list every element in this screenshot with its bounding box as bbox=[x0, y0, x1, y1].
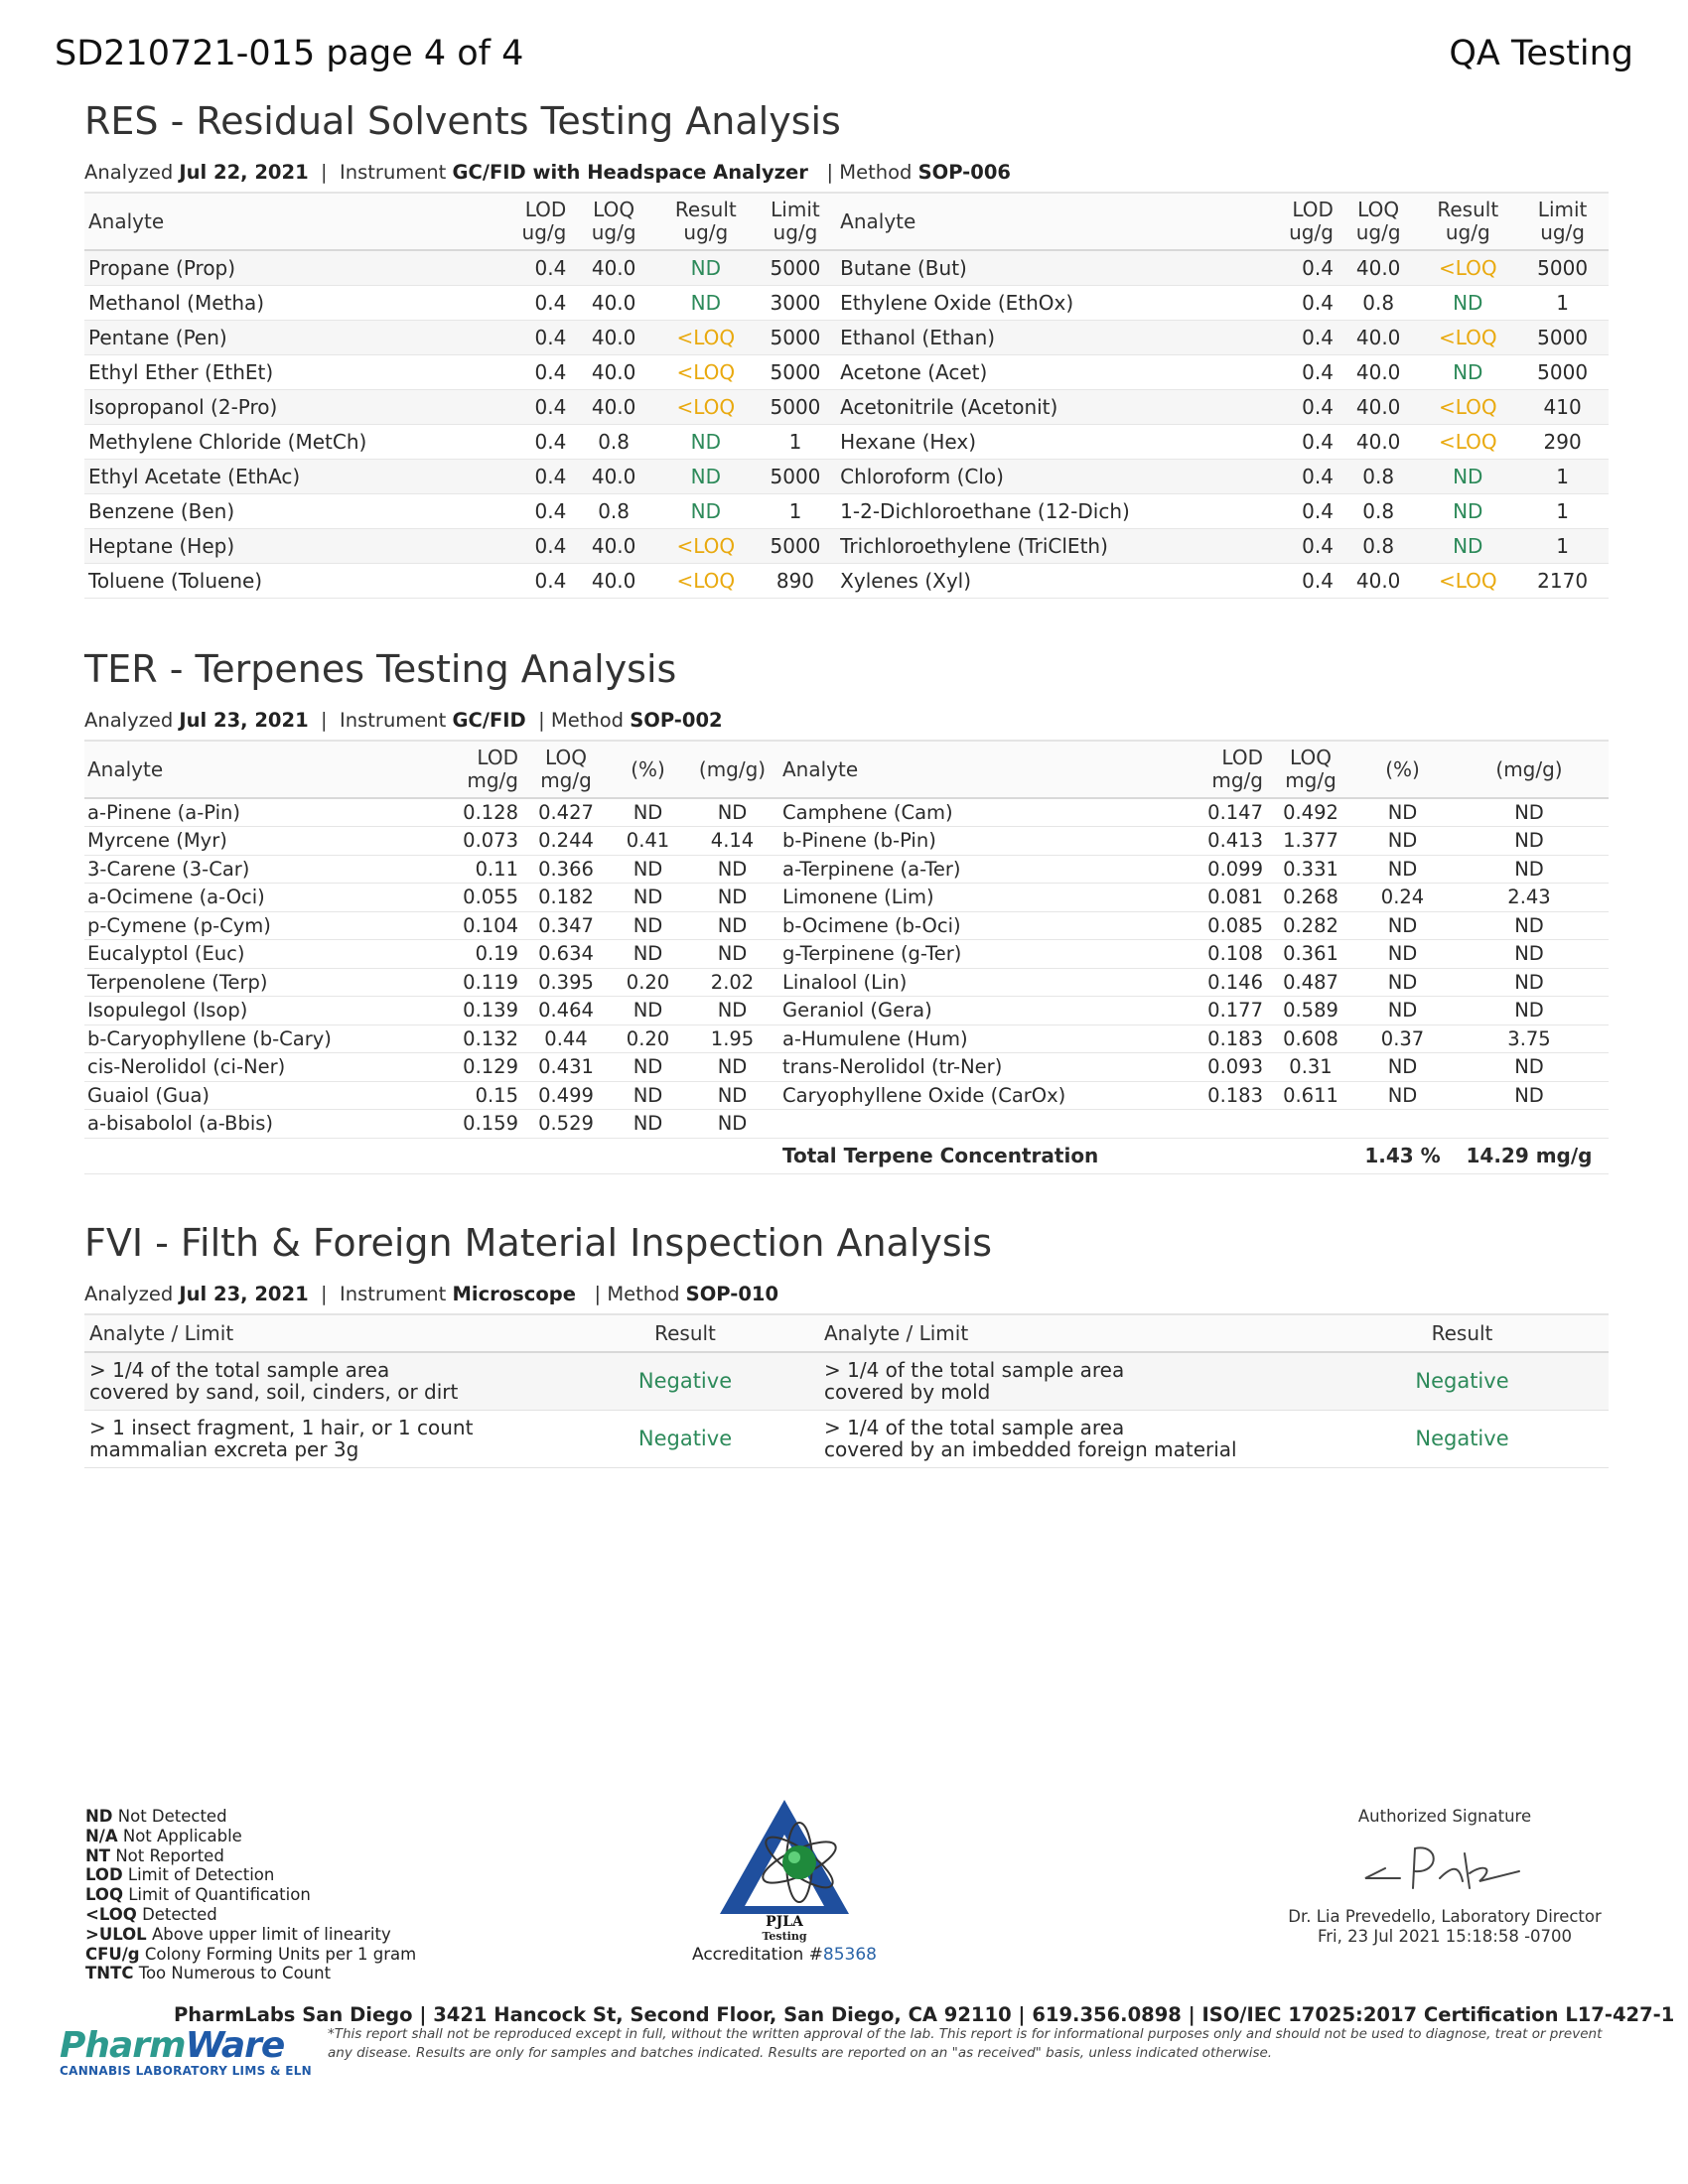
limit-value: 1 bbox=[755, 424, 836, 459]
analyte-limit: > 1 insect fragment, 1 hair, or 1 count mammalian excreta per 3g bbox=[89, 1416, 474, 1461]
mgg-value: 4.14 bbox=[710, 829, 755, 853]
percent-value: ND bbox=[633, 942, 663, 966]
lod-value bbox=[1177, 1110, 1266, 1139]
mgg-value: ND bbox=[717, 886, 748, 909]
res-section bbox=[84, 99, 1609, 599]
analyte-name: a-Terpinene (a-Ter) bbox=[782, 857, 961, 881]
ter-header-row: Analyte LOD mg/g LOQ mg/g (%) (mg/g) Analyte LOD mg/g LOQ mg/g (%) (mg/g) bbox=[84, 741, 1609, 798]
result-value: <LOQ bbox=[1419, 389, 1516, 424]
lod-value: 0.139 bbox=[463, 999, 518, 1023]
loq-value: 40.0 bbox=[1337, 389, 1419, 424]
analyte-name: Chloroform (Clo) bbox=[836, 459, 1245, 493]
mgg-value: ND bbox=[717, 1083, 748, 1107]
fvi-table bbox=[84, 1313, 1609, 1468]
limit-value: 1 bbox=[755, 493, 836, 528]
mgg-value: ND bbox=[1514, 829, 1544, 853]
loq-value: 0.268 bbox=[1283, 886, 1338, 909]
lod-value: 0.413 bbox=[1207, 829, 1263, 853]
res-row bbox=[84, 528, 1609, 563]
legend-item: CFU/g Colony Forming Units per 1 gram bbox=[85, 1944, 417, 1964]
lod-value: 0.147 bbox=[1207, 801, 1263, 824]
lod-value: 0.104 bbox=[463, 913, 518, 937]
percent-value: ND bbox=[633, 886, 663, 909]
analyte-limit: > 1/4 of the total sample area covered by mold bbox=[819, 1352, 1316, 1410]
loq-value: 40.0 bbox=[570, 250, 657, 285]
fvi-title: FVI - Filth & Foreign Material Inspection Analysis bbox=[84, 1221, 993, 1265]
ter-row bbox=[84, 968, 1609, 997]
loq-value bbox=[1266, 1110, 1355, 1139]
mgg-value: ND bbox=[717, 801, 748, 824]
loq-value: 0.608 bbox=[1283, 1026, 1338, 1050]
limit-value: 5000 bbox=[755, 354, 836, 389]
lab-address: PharmLabs San Diego | 3421 Hancock St, Second Floor, San Diego, CA 92110 | 619.356.0898 | ISO/IEC 17025:2017 Certification L17-427-1 bbox=[174, 2003, 1675, 2026]
percent-value: ND bbox=[1387, 999, 1418, 1023]
loq-value: 0.361 bbox=[1283, 942, 1338, 966]
loq-value: 40.0 bbox=[1337, 424, 1419, 459]
mgg-value: ND bbox=[1514, 942, 1544, 966]
loq-value: 0.44 bbox=[544, 1026, 588, 1050]
analyte-name: a-Humulene (Hum) bbox=[782, 1026, 968, 1050]
result-value: Negative bbox=[637, 1427, 733, 1450]
lod-value: 0.19 bbox=[475, 942, 518, 966]
mgg-value: ND bbox=[1514, 1055, 1544, 1079]
lod-value: 0.055 bbox=[463, 886, 518, 909]
loq-value: 0.8 bbox=[1337, 493, 1419, 528]
result-value: <LOQ bbox=[657, 563, 755, 598]
lod-value: 0.4 bbox=[1245, 320, 1337, 354]
res-row bbox=[84, 459, 1609, 493]
analyte-name: Xylenes (Xyl) bbox=[836, 563, 1245, 598]
analyte-name: a-bisabolol (a-Bbis) bbox=[87, 1112, 274, 1136]
analyte-name: Ethylene Oxide (EthOx) bbox=[836, 285, 1245, 320]
mgg-value: 3.75 bbox=[1507, 1026, 1551, 1050]
fvi-row bbox=[84, 1410, 1609, 1467]
limit-value: 1 bbox=[1516, 528, 1609, 563]
lod-value: 0.4 bbox=[489, 424, 570, 459]
percent-value: 0.37 bbox=[1380, 1026, 1425, 1050]
analyte-name: 3-Carene (3-Car) bbox=[87, 857, 250, 881]
analyte-name: Heptane (Hep) bbox=[84, 528, 489, 563]
mgg-value: ND bbox=[717, 857, 748, 881]
limit-value: 5000 bbox=[755, 389, 836, 424]
mgg-value: ND bbox=[1514, 857, 1544, 881]
mgg-value: ND bbox=[1514, 1083, 1544, 1107]
signature-label: Authorized Signature bbox=[1357, 1807, 1532, 1826]
limit-value: 3000 bbox=[755, 285, 836, 320]
lod-value: 0.15 bbox=[475, 1083, 518, 1107]
limit-value: 890 bbox=[755, 563, 836, 598]
analyte-name: Limonene (Lim) bbox=[782, 886, 934, 909]
analyte-name: b-Pinene (b-Pin) bbox=[782, 829, 936, 853]
lod-value: 0.4 bbox=[489, 459, 570, 493]
ter-row bbox=[84, 884, 1609, 912]
loq-value: 40.0 bbox=[1337, 320, 1419, 354]
report-id: SD210721-015 page 4 of 4 bbox=[55, 34, 524, 73]
lod-value: 0.4 bbox=[1245, 250, 1337, 285]
percent-value: ND bbox=[1387, 801, 1418, 824]
fvi-row bbox=[84, 1352, 1609, 1410]
fvi-meta: Analyzed Jul 23, 2021 | Instrument Microscope | Method SOP-010 bbox=[84, 1283, 779, 1305]
analyte-name: b-Caryophyllene (b-Cary) bbox=[87, 1026, 332, 1050]
limit-value: 5000 bbox=[1516, 320, 1609, 354]
loq-value: 0.529 bbox=[538, 1112, 594, 1136]
res-row bbox=[84, 389, 1609, 424]
legend-item: ND Not Detected bbox=[85, 1807, 227, 1826]
res-row bbox=[84, 563, 1609, 598]
mgg-value: ND bbox=[1514, 970, 1544, 994]
lod-value: 0.132 bbox=[463, 1026, 518, 1050]
result-value: Negative bbox=[1415, 1427, 1509, 1450]
percent-value: 0.24 bbox=[1380, 886, 1425, 909]
result-value: Negative bbox=[551, 1352, 819, 1410]
mgg-value: ND bbox=[1514, 999, 1544, 1023]
limit-value: 410 bbox=[1516, 389, 1609, 424]
analyte-name: g-Terpinene (g-Ter) bbox=[782, 942, 962, 966]
limit-value: 2170 bbox=[1516, 563, 1609, 598]
ter-row bbox=[84, 1053, 1609, 1082]
loq-value: 40.0 bbox=[570, 320, 657, 354]
loq-value: 40.0 bbox=[570, 563, 657, 598]
percent-value: ND bbox=[633, 801, 663, 824]
percent-value: ND bbox=[633, 913, 663, 937]
loq-value: 40.0 bbox=[1337, 354, 1419, 389]
lod-value: 0.129 bbox=[463, 1055, 518, 1079]
percent-value: ND bbox=[633, 1112, 663, 1136]
lod-value: 0.4 bbox=[1245, 563, 1337, 598]
result-value: ND bbox=[1419, 493, 1516, 528]
analyte-name: Caryophyllene Oxide (CarOx) bbox=[782, 1083, 1066, 1107]
result-value: <LOQ bbox=[657, 389, 755, 424]
ter-row bbox=[84, 1081, 1609, 1110]
analyte-name: Acetonitrile (Acetonit) bbox=[836, 389, 1245, 424]
percent-value: ND bbox=[1387, 970, 1418, 994]
legend-item: <LOQ Detected bbox=[85, 1904, 217, 1924]
pharmware-logo: PharmWare CANNABIS LABORATORY LIMS & ELN bbox=[60, 2025, 313, 2078]
analyte-name: 1-2-Dichloroethane (12-Dich) bbox=[836, 493, 1245, 528]
result-value: ND bbox=[1419, 528, 1516, 563]
result-value: ND bbox=[657, 459, 755, 493]
lod-value: 0.183 bbox=[1207, 1026, 1263, 1050]
res-row bbox=[84, 424, 1609, 459]
loq-value: 0.31 bbox=[1289, 1055, 1333, 1079]
lod-value: 0.081 bbox=[1207, 886, 1263, 909]
loq-value: 0.8 bbox=[570, 424, 657, 459]
loq-value: 0.8 bbox=[1337, 528, 1419, 563]
lod-value: 0.128 bbox=[463, 801, 518, 824]
percent-value: ND bbox=[1387, 1055, 1418, 1079]
ter-row bbox=[84, 1110, 1609, 1139]
analyte-name: p-Cymene (p-Cym) bbox=[87, 913, 271, 937]
lod-value: 0.119 bbox=[463, 970, 518, 994]
mgg-value: ND bbox=[1514, 913, 1544, 937]
mgg-value: ND bbox=[717, 942, 748, 966]
limit-value: 5000 bbox=[755, 459, 836, 493]
mgg-value: ND bbox=[1514, 801, 1544, 824]
lod-value: 0.4 bbox=[1245, 459, 1337, 493]
result-value: <LOQ bbox=[657, 320, 755, 354]
lod-value: 0.183 bbox=[1207, 1083, 1263, 1107]
ter-section bbox=[84, 647, 1609, 1174]
client-name: QA Testing bbox=[1449, 34, 1633, 73]
loq-value: 1.377 bbox=[1283, 829, 1338, 853]
percent-value: ND bbox=[633, 999, 663, 1023]
lod-value: 0.4 bbox=[489, 563, 570, 598]
lod-value: 0.4 bbox=[489, 354, 570, 389]
mgg-value: ND bbox=[717, 913, 748, 937]
mgg-value: ND bbox=[717, 1055, 748, 1079]
analyte-name: Geraniol (Gera) bbox=[782, 999, 932, 1023]
loq-value: 40.0 bbox=[1337, 563, 1419, 598]
legend-item: >ULOL Above upper limit of linearity bbox=[85, 1924, 391, 1944]
lod-value: 0.4 bbox=[1245, 354, 1337, 389]
analyte-name: Methylene Chloride (MetCh) bbox=[84, 424, 489, 459]
percent-value: 0.20 bbox=[626, 970, 670, 994]
loq-value: 0.366 bbox=[538, 857, 594, 881]
limit-value: 5000 bbox=[755, 250, 836, 285]
fvi-section bbox=[84, 1221, 1609, 1468]
lod-value: 0.146 bbox=[1207, 970, 1263, 994]
loq-value: 0.331 bbox=[1283, 857, 1338, 881]
analyte-name: b-Ocimene (b-Oci) bbox=[782, 913, 961, 937]
loq-value: 0.8 bbox=[570, 493, 657, 528]
loq-value: 40.0 bbox=[570, 459, 657, 493]
pjla-sub: Testing bbox=[762, 1930, 807, 1943]
loq-value: 0.427 bbox=[538, 801, 594, 824]
loq-value: 0.182 bbox=[538, 886, 594, 909]
mgg-value: 1.95 bbox=[710, 1026, 755, 1050]
analyte-name: Ethanol (Ethan) bbox=[836, 320, 1245, 354]
lod-value: 0.099 bbox=[1207, 857, 1263, 881]
pjla-accreditation bbox=[685, 1795, 884, 1965]
limit-value: 5000 bbox=[755, 320, 836, 354]
res-title: RES - Residual Solvents Testing Analysis bbox=[84, 99, 841, 143]
ter-table bbox=[84, 740, 1609, 1174]
analyte-name: trans-Nerolidol (tr-Ner) bbox=[782, 1055, 1003, 1079]
result-value: <LOQ bbox=[1419, 320, 1516, 354]
analyte-name: Terpenolene (Terp) bbox=[87, 970, 268, 994]
mgg-value: 2.43 bbox=[1507, 886, 1551, 909]
res-row bbox=[84, 354, 1609, 389]
lod-value: 0.4 bbox=[1245, 389, 1337, 424]
disclaimer: *This report shall not be reproduced except in full, without the written approval of the lab. This report is for informational purposes only and should not be used to diagnose, treat or prevent any disease. Results are only for samples and batches indicated. Results are reported on an "as received" basis, unless indicated otherwise. bbox=[328, 2026, 1603, 2061]
accreditation-number: Accreditation #85368 bbox=[691, 1945, 877, 1965]
result-value: <LOQ bbox=[657, 354, 755, 389]
analyte-name: Isopulegol (Isop) bbox=[87, 999, 248, 1023]
loq-value: 0.431 bbox=[538, 1055, 594, 1079]
abbreviation-legend bbox=[85, 1807, 416, 1983]
loq-value: 0.395 bbox=[538, 970, 594, 994]
limit-value: 5000 bbox=[755, 528, 836, 563]
res-row bbox=[84, 493, 1609, 528]
analyte-name: Propane (Prop) bbox=[84, 250, 489, 285]
analyte-name: Hexane (Hex) bbox=[836, 424, 1245, 459]
loq-value: 0.347 bbox=[538, 913, 594, 937]
analyte-name bbox=[779, 1110, 1177, 1139]
loq-value: 0.634 bbox=[538, 942, 594, 966]
analyte-name: Benzene (Ben) bbox=[84, 493, 489, 528]
total-percent: 1.43 % bbox=[1364, 1144, 1441, 1167]
loq-value: 0.499 bbox=[538, 1083, 594, 1107]
analyte-name: Isopropanol (2-Pro) bbox=[84, 389, 489, 424]
loq-value: 40.0 bbox=[570, 389, 657, 424]
ter-row bbox=[84, 997, 1609, 1025]
result-value: ND bbox=[657, 285, 755, 320]
loq-value: 40.0 bbox=[570, 285, 657, 320]
result-value: <LOQ bbox=[1419, 563, 1516, 598]
analyte-name: cis-Nerolidol (ci-Ner) bbox=[87, 1055, 286, 1079]
legend-item: LOQ Limit of Quantification bbox=[85, 1885, 311, 1905]
mgg-value: ND bbox=[717, 1112, 748, 1136]
lod-value: 0.073 bbox=[463, 829, 518, 853]
limit-value: 290 bbox=[1516, 424, 1609, 459]
lod-value: 0.4 bbox=[1245, 285, 1337, 320]
lod-value: 0.4 bbox=[1245, 424, 1337, 459]
res-row bbox=[84, 320, 1609, 354]
result-value: ND bbox=[1419, 459, 1516, 493]
result-value: ND bbox=[657, 250, 755, 285]
limit-value: 5000 bbox=[1516, 354, 1609, 389]
percent-value bbox=[1355, 1110, 1450, 1139]
result-value: ND bbox=[1419, 354, 1516, 389]
lod-value: 0.4 bbox=[489, 250, 570, 285]
lod-value: 0.108 bbox=[1207, 942, 1263, 966]
analyte-name: a-Pinene (a-Pin) bbox=[87, 801, 240, 824]
legend-item: TNTC Too Numerous to Count bbox=[85, 1964, 332, 1983]
ter-row bbox=[84, 798, 1609, 827]
svg-text:PJLA: PJLA bbox=[766, 1914, 803, 1930]
result-value: <LOQ bbox=[657, 528, 755, 563]
limit-value: 1 bbox=[1516, 285, 1609, 320]
limit-value: 5000 bbox=[1516, 250, 1609, 285]
loq-value: 0.8 bbox=[1337, 459, 1419, 493]
limit-value: 1 bbox=[1516, 493, 1609, 528]
ter-total-row bbox=[84, 1138, 1609, 1173]
legend-item: N/A Not Applicable bbox=[85, 1826, 242, 1845]
analyte-name: Trichloroethylene (TriClEth) bbox=[836, 528, 1245, 563]
analyte-name: Linalool (Lin) bbox=[782, 970, 908, 994]
percent-value: ND bbox=[633, 857, 663, 881]
ter-title: TER - Terpenes Testing Analysis bbox=[84, 647, 677, 691]
result-value: ND bbox=[657, 424, 755, 459]
loq-value: 0.492 bbox=[1283, 801, 1338, 824]
loq-value: 40.0 bbox=[570, 528, 657, 563]
percent-value: ND bbox=[1387, 913, 1418, 937]
result-value: <LOQ bbox=[1419, 250, 1516, 285]
result-value: <LOQ bbox=[1419, 424, 1516, 459]
analyte-name: Butane (But) bbox=[836, 250, 1245, 285]
legend-item: LOD Limit of Detection bbox=[85, 1865, 275, 1885]
loq-value: 40.0 bbox=[570, 354, 657, 389]
lod-value: 0.177 bbox=[1207, 999, 1263, 1023]
total-mgg: 14.29 mg/g bbox=[1466, 1144, 1593, 1167]
analyte-name: Eucalyptol (Euc) bbox=[87, 942, 245, 966]
lod-value: 0.4 bbox=[489, 493, 570, 528]
analyte-limit: > 1/4 of the total sample area covered by an imbedded foreign material bbox=[824, 1416, 1237, 1461]
loq-value: 0.464 bbox=[538, 999, 594, 1023]
res-row bbox=[84, 250, 1609, 285]
signature-image bbox=[1345, 1834, 1544, 1898]
percent-value: ND bbox=[1387, 942, 1418, 966]
limit-value: 1 bbox=[1516, 459, 1609, 493]
percent-value: 0.41 bbox=[626, 829, 670, 853]
mgg-value: 2.02 bbox=[710, 970, 755, 994]
analyte-name: Methanol (Metha) bbox=[84, 285, 489, 320]
res-header-row: Analyte LOD ug/g LOQ ug/g Result ug/g Limit ug/g Analyte LOD ug/g LOQ ug/g Result ug/g Limit ug/g bbox=[84, 193, 1609, 250]
signature-date: Fri, 23 Jul 2021 15:18:58 -0700 bbox=[1317, 1927, 1573, 1946]
loq-value: 0.487 bbox=[1283, 970, 1338, 994]
analyte-name: Ethyl Acetate (EthAc) bbox=[84, 459, 489, 493]
percent-value: ND bbox=[1387, 1083, 1418, 1107]
percent-value: ND bbox=[633, 1083, 663, 1107]
percent-value: ND bbox=[1387, 857, 1418, 881]
result-value: ND bbox=[1419, 285, 1516, 320]
lod-value: 0.4 bbox=[1245, 493, 1337, 528]
analyte-limit: > 1/4 of the total sample area covered by sand, soil, cinders, or dirt bbox=[84, 1352, 551, 1410]
percent-value: ND bbox=[633, 1055, 663, 1079]
result-value: Negative bbox=[1316, 1352, 1609, 1410]
percent-value: 0.20 bbox=[626, 1026, 670, 1050]
analyte-name: Guaiol (Gua) bbox=[87, 1083, 211, 1107]
lod-value: 0.085 bbox=[1207, 913, 1263, 937]
analyte-name: Camphene (Cam) bbox=[782, 801, 953, 824]
signature-block bbox=[1261, 1807, 1628, 1946]
loq-value: 0.244 bbox=[538, 829, 594, 853]
loq-value: 40.0 bbox=[1337, 250, 1419, 285]
result-value: ND bbox=[657, 493, 755, 528]
mgg-value: ND bbox=[717, 999, 748, 1023]
res-row bbox=[84, 285, 1609, 320]
res-meta: Analyzed Jul 22, 2021 | Instrument GC/FID with Headspace Analyzer | Method SOP-006 bbox=[84, 161, 1011, 184]
ter-meta: Analyzed Jul 23, 2021 | Instrument GC/FID | Method SOP-002 bbox=[84, 709, 723, 732]
lod-value: 0.093 bbox=[1207, 1055, 1263, 1079]
analyte-name: Acetone (Acet) bbox=[836, 354, 1245, 389]
lod-value: 0.159 bbox=[463, 1112, 518, 1136]
lod-value: 0.11 bbox=[475, 857, 518, 881]
total-label: Total Terpene Concentration bbox=[782, 1144, 1099, 1167]
lod-value: 0.4 bbox=[1245, 528, 1337, 563]
loq-value: 0.611 bbox=[1283, 1083, 1338, 1107]
ter-row bbox=[84, 911, 1609, 940]
analyte-name: Myrcene (Myr) bbox=[87, 829, 227, 853]
analyte-name: Pentane (Pen) bbox=[84, 320, 489, 354]
res-table bbox=[84, 192, 1609, 599]
loq-value: 0.282 bbox=[1283, 913, 1338, 937]
lod-value: 0.4 bbox=[489, 320, 570, 354]
fvi-header-row: Analyte / Limit Result Analyte / Limit Result bbox=[84, 1314, 1609, 1352]
analyte-name: a-Ocimene (a-Oci) bbox=[87, 886, 265, 909]
ter-row bbox=[84, 855, 1609, 884]
pjla-logo bbox=[710, 1795, 859, 1934]
lod-value: 0.4 bbox=[489, 389, 570, 424]
loq-value: 0.8 bbox=[1337, 285, 1419, 320]
ter-row bbox=[84, 827, 1609, 856]
analyte-name: Toluene (Toluene) bbox=[84, 563, 489, 598]
analyte-name: Ethyl Ether (EthEt) bbox=[84, 354, 489, 389]
mgg-value bbox=[1450, 1110, 1609, 1139]
legend-item: NT Not Reported bbox=[85, 1845, 224, 1865]
ter-row bbox=[84, 1024, 1609, 1053]
signatory-name: Dr. Lia Prevedello, Laboratory Director bbox=[1288, 1907, 1602, 1926]
lod-value: 0.4 bbox=[489, 285, 570, 320]
loq-value: 0.589 bbox=[1283, 999, 1338, 1023]
lod-value: 0.4 bbox=[489, 528, 570, 563]
ter-row bbox=[84, 940, 1609, 969]
percent-value: ND bbox=[1387, 829, 1418, 853]
